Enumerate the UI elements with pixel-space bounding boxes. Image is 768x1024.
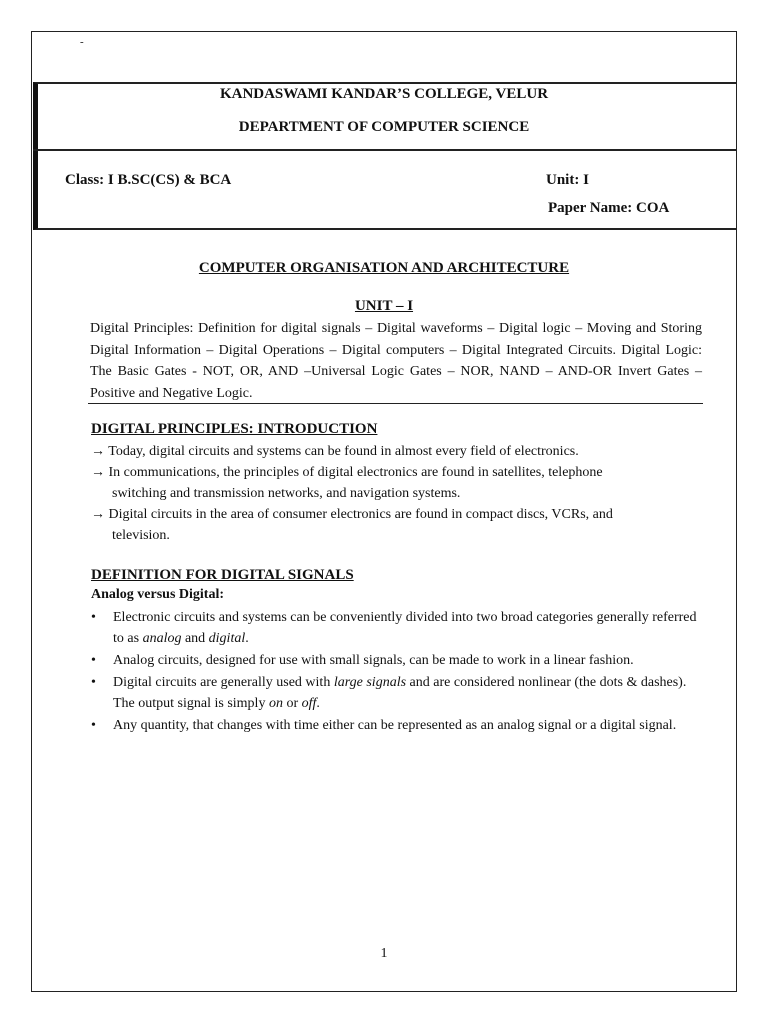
list-item-continuation: television. [112,528,170,543]
college-name: KANDASWAMI KANDAR’S COLLEGE, VELUR [219,86,549,102]
bullet-text-post: . [316,696,320,711]
syllabus-paragraph: Digital Principles: Definition for digital signals – Digital waveforms – Digital logic – Moving and Storing Digital Information – Digital Operations – Digital computers – Digital Integrated Circuits. Digital Logic: The Basic Gates - NOT, OR, AND –Universal Logic Gates – NOR, NAND – AND-OR Invert Gates – Positive and Negative Logic. [90,321,702,401]
bullet-emphasis: analog [142,631,182,646]
unit-label: Unit: I [546,172,589,188]
department-name: DEPARTMENT OF COMPUTER SCIENCE [238,119,530,135]
bullet-text-mid: or [282,696,302,711]
top-dash: - [80,36,84,48]
bullet-icon: • [91,718,96,733]
unit-heading: UNIT – I [354,298,414,314]
bullet-text: Analog circuits, designed for use with small signals, can be made to work in a linear fashion. [113,653,634,668]
arrow-icon: → [91,444,105,459]
bullet-text-mid: and [181,631,209,646]
list-item [91,441,691,462]
paper-name-label: Paper Name: COA [548,200,670,216]
bullet-emphasis: off [301,696,317,711]
bullet-emphasis: large signals [333,675,407,690]
list-item-continuation: switching and transmission networks, and navigation systems. [112,486,461,501]
bullet-text-pre: Electronic circuits and systems can be conveniently divided into two broad categories generally referred to as [113,610,697,646]
course-title: COMPUTER ORGANISATION AND ARCHITECTURE [198,260,570,276]
list-item [91,715,701,736]
bullet-emphasis: digital [208,631,246,646]
bullet-emphasis: on [268,696,283,711]
list-item-text: Digital circuits in the area of consumer electronics are found in compact discs, VCRs, and [108,507,613,522]
arrow-icon: → [91,465,105,480]
list-item [91,650,701,671]
list-item [91,672,701,714]
section-title-digital-principles: DIGITAL PRINCIPLES: INTRODUCTION [91,421,378,437]
list-item-text: Today, digital circuits and systems can be found in almost every field of electronics. [108,444,579,459]
bullet-list [91,607,701,737]
section-title-digital-signals: DEFINITION FOR DIGITAL SIGNALS [91,567,354,583]
bullet-text-mid: and are considered nonlinear (the dots & dashes). The output signal is simply [113,675,687,711]
horizontal-rule [88,403,703,404]
bullet-text-pre: Digital circuits are generally used with [113,675,334,690]
page-number: 1 [380,946,388,961]
list-item-text: In communications, the principles of digital electronics are found in satellites, telephone [108,465,603,480]
bullet-icon: • [91,675,96,690]
header-divider [33,149,736,151]
arrow-icon: → [91,507,105,522]
bullet-icon: • [91,610,96,625]
bullet-icon: • [91,653,96,668]
list-item [91,504,691,546]
class-label: Class: I B.SC(CS) & BCA [65,172,232,188]
bullet-text-post: . [245,631,249,646]
sub-heading-analog-vs-digital: Analog versus Digital: [91,587,224,602]
bullet-text: Any quantity, that changes with time either can be represented as an analog signal or a digital signal. [113,718,677,733]
list-item [91,607,701,649]
list-item [91,462,691,504]
